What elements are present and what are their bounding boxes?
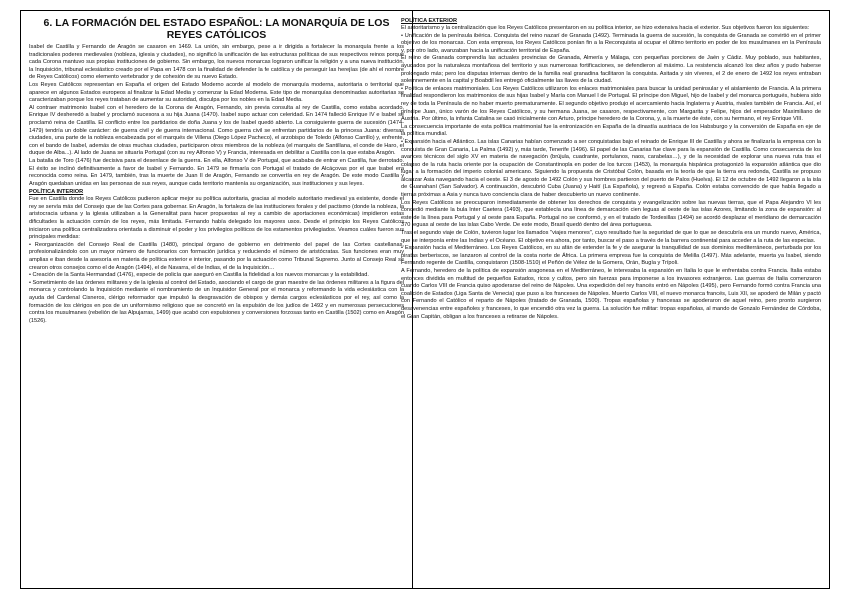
paragraph-granada-conquest: • Unificación de la península ibérica. Conquista del reino nazarí de Granada (1492). Terminada la guerra de sucesión, la conquista de Granada se convirtió en el primer objetivo de los monarcas. Con esta empresa, los Reyes Católicos ponían fin a la Reconquista al ocupar el último territorio en poder de los musulmanes en la Península y, por otro lado, avanzaban hacia la unificación territorial de España. <box>401 32 821 54</box>
paragraph-italy-wars: A Fernando, heredero de la política de expansión aragonesa en el Mediterráneo, le interesaba la expansión en Italia lo que le enfrentaba contra Francia. Italia estaba entonces dividida en multitud de pequeños Estados, ricos y cultos, pero sin fuerzas para imponerse a los invasores extranjeros. Las guerras de Italia comenzaron cuando Carlos VIII de Francia quiso apoderarse del reino de Nápoles. Una expedición del rey francés entró en Nápoles (1495), pero Fernando formó contra Francia una coalición de Estados (Liga Santa de Venecia) que puso a los franceses de Nápoles. Muerto Carlos VIII, el nuevo monarca francés, Luis XII, se apoderó de Milán y pactó con Fernando el Católico el reparto de Nápoles (tratado de Granada, 1500). Tropas españolas y francesas se apoderaron de aquel reino, pero pronto surgieron desavenencias entre españoles y franceses, lo que encendió otra vez la guerra. La solución fue militar: tropas españolas, al mando de Gonzalo Fernández de Córdoba, el Gran Capitán, obligan a los franceses a retirarse de Nápoles. <box>401 268 821 320</box>
paragraph-modern-state: Los Reyes Católicos representan en España el origen del Estado Moderno acorde al modelo de monarquía moderna, autoritaria o territorial que aparece en algunos Estados europeos al finalizar la Edad Media y comenzar la Edad Moderna. Este tipo de monarquías denominadas autoritarias se caracterizaban porque los reyes trataban de aumentar su autoridad, disculpa por los nobles en la Edad Media. <box>29 81 404 104</box>
paragraph-marriages: • Política de enlaces matrimoniales. Los Reyes Católicos utilizaron los enlaces matrimoniales para buscar la unidad peninsular y el aislamiento de Francia. A la primera finalidad respondieron los matrimonios de sus hijas Isabel y María con Manuel I de Portugal. El príncipe don Miguel, hijo de Isabel y del monarca portugués, hubiera sido rey de toda la Península de no haber muerto prematuramente. El segundo objetivo produjo el acercamiento hacia Inglaterra y Austria, rivales también de Francia. Así, el príncipe Juan, único varón de los Reyes Católicos, y su hermana Juana, se casaron, respectivamente, con Margarita y Felipe, hijos del emperador Maximiliano de Austria. Por último, la infanta Catalina se casó inicialmente con Arturo, príncipe heredero de la Corona, y, a la muerte de éste, con su hermano, el rey Enrique VIII. <box>401 85 821 123</box>
paragraph-interior-policy: Fue en Castilla donde los Reyes Católicos pudieron aplicar mejor su política autoritaria, gracias al modelo autoritario medieval ya existente, donde el rey se servía más del Consejo que de las Cortes para gobernar. En Aragón, la fortaleza de las instituciones forales y del pactismo (donde la nobleza, la aristocracia urbana y la iglesia utilizaban a la Generalitat para hacer propuestas al rey a cambio de aportaciones económicas) impidieron estas dificultades la actuación común de los reyes, más limitada. Fernando había delegado los mayores usos. Desde el principio los Reyes Católicos iniciaron una política centralizadora orientada a disminuir el poder y los privilegios políticos de los estamentos privilegiados. Veamos cuáles fueron sus principales medidas: <box>29 196 404 241</box>
paragraph-intro: Isabel de Castilla y Fernando de Aragón se casaron en 1469. La unión, sin embargo, pese a ir dirigida a fortalecer la monarquía frente a los tradicionales poderes medievales (nobleza, iglesia y ciudades), no significó la unificación de las estructuras políticas de sus respectivos reinos porque cada Corona mantuvo sus propias instituciones de gobierno. Sin embargo, los nuevos monarcas lograron unificar la religión y a una nueva institución, la Inquisición, tribunal eclesiástico creado por el Papa en 1478 con la finalidad de defender la fe católica y de perseguir las herejías (de ahí el nombre de Reyes Católicos) como elemento vertebrador y de cohesión de su nuevo Estado. <box>29 44 404 81</box>
paragraph-atlantic: • Expansión hacia el Atlántico. Las islas Canarias habían comenzado a ser conquistadas bajo el reinado de Enrique III de Castilla y ahora se finalizaría la empresa con la conquista de Gran Canaria, La Palma (1492) y, más tarde, Tenerife (1496). El papel de las Canarias fue clave para la expansión de Castilla. Como consecuencia de los avances técnicos del siglo XV en materia de navegación (brújula, cuadrante, portulanos, naos, carabelas…), y de la necesidad de explorar una nueva ruta tras el colapso de la ruta hacia oriente por la ocupación de Constantinopla en poder de los turcos (1453), la monarquía hispánica protagonizó la expansión atlántica que dio lugar a la formación del imperio colonial americano. Siguiendo la propuesta de Cristóbal Colón, basada en la teoría de que la tierra era redonda, Castilla se propuso alcanzar Asia navegando hacia el oeste. El 3 de agosto de 1492 Colón y sus hombres partieron del puerto de Palos (Huelva). El 12 de octubre de 1492 llegaron a la isla de Guanahaní (San Salvador). A continuación, descubrió Cuba (Juana) y Haití (La Española), y regresó a España. Colón estaba convencido de que había llegado a tierras próximas a Asia y nunca tuvo conciencia clara de haber descubierto un nuevo continente. <box>401 138 821 199</box>
paragraph-santa-hermandad: • Creación de la Santa Hermandad (1476), especie de policía que aseguró en Castilla la fidelidad a los nuevos monarcas y la estabilidad. <box>29 272 369 279</box>
paragraph-minor-voyages: Tras el segundo viaje de Colón, tuvieron lugar los llamados "viajes menores", cuyo resultado fue la seguridad de que lo que se descubría era un mundo nuevo, América, que se interponía entre las Indias y el Océano. El objetivo era ahora, por tanto, buscar el paso a través de la barrera continental para acceder a la ruta de las especias. <box>401 230 821 244</box>
paragraph-succession-war: Al contraer matrimonio Isabel con el heredero de la Corona de Aragón, Fernando, sin previa consulta al rey de Castilla, como estaba acordado, Enrique IV desheredó a Isabel y proclamó sucesora a su hija Juana (1470). Isabel supo actuar con celeridad. En 1474 falleció Enrique IV e Isabel se proclamó reina de Castilla. El conflicto entre los partidarios de doña Juana y los de Isabel quedó abierto. La consiguiente guerra de sucesión (1474-1479) tendría un doble carácter: de guerra civil y de guerra internacional. Como guerra civil se enfrentan partidarios de la princesa Juana: diversas ciudades, una parte de la nobleza encabezada por el marqués de Villena (Diego López Pacheco), el arzobispo de Toledo (Alfonso Carrillo) y, enfrente, con el bando de Isabel, además de otras muchas ciudades, participaron otros miembros de la nobleza (el marqués de Santillana, el conde de Haro, el duque de Alba...). Al lado de Juana se situaría Portugal (con su rey Alfonso V) y Francia, interesada en debilitar a Castilla con la que estaba Aragón. <box>29 104 404 157</box>
paragraph-granada-kingdom: El reino de Granada comprendía las actuales provincias de Granada, Almería y Málaga, con pequeñas porciones de Jaén y Cádiz. Muy poblado, sus habitantes, ayudados por la naturaleza montañosa del territorio y sus numerosas fortificaciones, se defendieron al máximo. La resistencia alcanzó los diez años y pudo haberse prolongado más; pero los disputas internas dentro de la familia real granadina facilitaron la conquista. Asitada y sin víveres, el 2 de enero de 1492 los reyes entraban solemnemente en la capital y Boabdil les entregó oficialmente las llaves de la ciudad. <box>401 55 821 85</box>
section-heading-exterior: POLÍTICA EXTERIOR <box>401 18 458 24</box>
paragraph-exterior-intro: El autoritarismo y la centralización que los Reyes Católicos presentaron en su política interior, se hizo extensiva hacia el exterior. Sus objetivos fueron los siguientes: <box>401 25 810 31</box>
page-title: 6. LA FORMACIÓN DEL ESTADO ESPAÑOL: LA MONARQUÍA DE LOS REYES CATÓLICOS <box>43 17 390 41</box>
paragraph-church-orders: • Sometimiento de las órdenes militares y de la iglesia al control del Estado, asociando el cargo de gran maestre de las órdenes militares a la figura del monarca y controlando la Inquisición mediante el nombramiento de un Inquisidor General por el monarca y reformando la vida eclesiástica con la ayuda del Cardenal Cisneros, clérigo reformador que impulsó la desgravación de obispos y demás cargos eclesiásticos por el rey, así como la formación de los clérigos en pos de un uniformismo religioso que se concretó en la expulsión de los judíos de 1492 y en numerosas persecuciones contra los musulmanes (rebelión de las Alpujarras, 1499) que acabó con expulsiones y conversiones forzosas tanto en Castilla (1502) como en Aragón (1526). <box>29 279 404 324</box>
left-column <box>20 10 413 589</box>
paragraph-mediterranean: • Expansión hacia el Mediterráneo. Los Reyes Católicos, en su afán de extender la fe y de asegurar la tranquilidad de sus dominios mediterráneos, perturbada por los piratas berberiscos, se lanzaron al control de la costa norte de África. La primera empresa fue la conquista de Melilla (1497). Más adelante, muerta ya Isabel, siendo Fernando regente de Castilla, conquistaron (1508-1510) el Peñón de Vélez de la Gomera, Orán, Bugía y Trípoli. <box>401 245 821 267</box>
paragraph-consejo-real: • Reorganización del Consejo Real de Castilla (1480), principal órgano de gobierno en detrimento del papel de las Cortes castellanas, profesionalizándolo con un mayor número de funcionarios con formación jurídica y reduciendo el número de aristócratas. Sus funciones eran muy amplias e iban desde la asesoría en materia de política exterior e interior, pasando por la actuación como Tribunal Supremo. Junto al Consejo Real se crearon otros consejos como el de Aragón (1494), el de Navarra, el de Indias, el de la Inquisición… <box>29 241 404 271</box>
paragraph-habsburg: La consecuencia importante de esta política matrimonial fue la entronización en España de la dinastía austriaca de los Habsburgo y la conversión de España en eje de la política mundial. <box>401 123 821 138</box>
right-column <box>393 10 830 589</box>
paragraph-battle-of-toro: La batalla de Toro (1476) fue decisiva para el desenlace de la guerra. En ella, Alfonso V de Portugal, que acababa de entrar en Castilla, fue derrotado. El éxito se inclinó definitivamente a favor de Isabel y Fernando. En 1479 se firmaría con Portugal el tratado de Alcáçovas por el que Isabel era reconocida como reina. En 1479, también, tras la muerte de Juan II de Aragón, Fernando se convertía en rey de Aragón. De este modo Castilla y Aragón quedaban unidas en las personas de sus reyes, aunque cada territorio mantenía su organización, sus instituciones y sus leyes. <box>29 157 404 187</box>
section-heading-interior: POLÍTICA INTERIOR <box>29 189 84 196</box>
paragraph-inter-caetera: Los Reyes Católicos se preocuparon inmediatamente de obtener los derechos de conquista y evangelización sobre las nuevas tierras, que el Papa Alejandro VI les concedió mediante la bula Inter Caetera (1493), que establecía una línea de demarcación cien leguas al oeste de las islas Azores, limitando la zona de expansión: al este de la línea para Portugal y al oeste para España. Portugal no se conformó, y en el tratado de Tordesillas (1494) se acordó desplazar el meridiano de demarcación 370 leguas al oeste de las islas Cabo Verde. De este modo, Brasil quedó dentro del área portuguesa. <box>401 199 821 229</box>
